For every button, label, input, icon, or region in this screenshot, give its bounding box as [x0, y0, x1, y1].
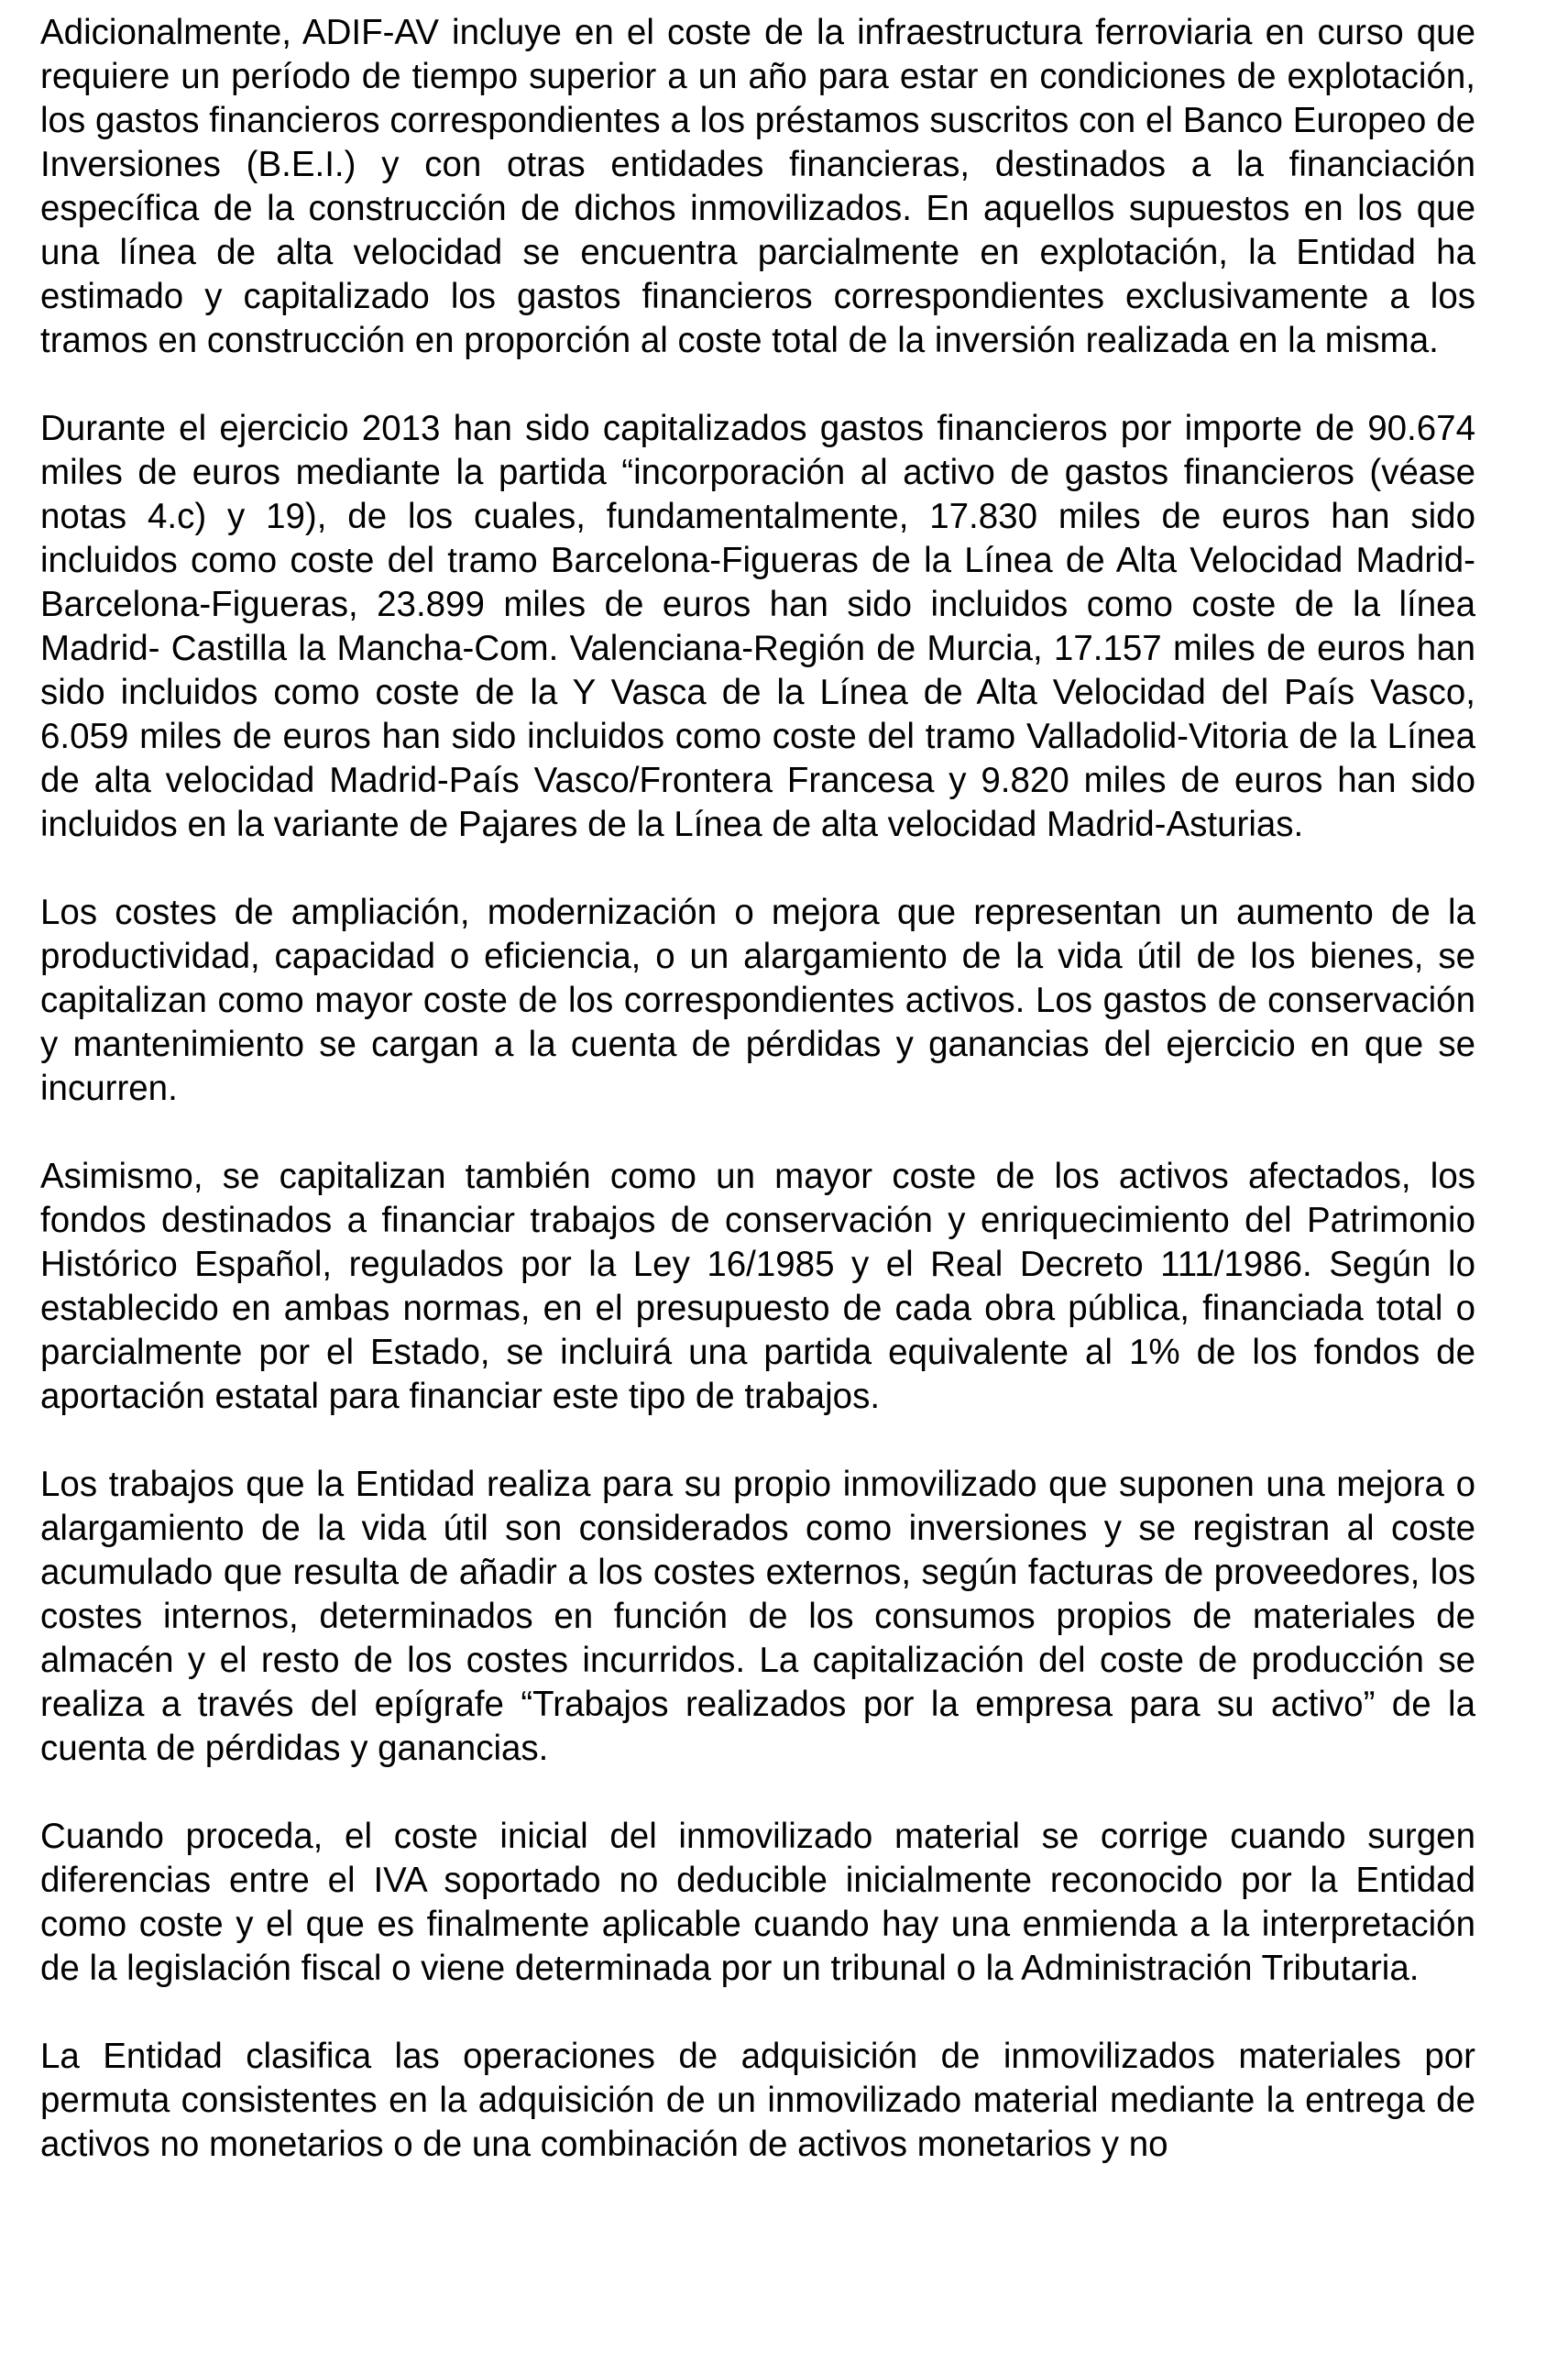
paragraph-trabajos-propio-inmovilizado: Los trabajos que la Entidad realiza para su propio inmovilizado que suponen una mejora o alargamiento de la vida útil son considerados como inversiones y se registran al coste acumulado que resulta de añadir a los costes externos, según facturas de proveedores, los costes internos, determinados en función de los consumos propios de materiales de almacén y el resto de los costes incurridos. La capitalización del coste de producción se realiza a través del epígrafe “Trabajos realizados por la empresa para su activo” de la cuenta de pérdidas y ganancias. — [40, 1465, 1475, 1768]
paragraph-patrimonio-historico: Asimismo, se capitalizan también como un mayor coste de los activos afectados, los fondos destinados a financiar trabajos de conservación y enriquecimiento del Patrimonio Histórico Español, regulados por la Ley 16/1985 y el Real Decreto 111/1986. Según lo establecido en ambas normas, en el presupuesto de cada obra pública, financiada total o parcialmente por el Estado, se incluirá una partida equivalente al 1% de los fondos de aportación estatal para financiar este tipo de trabajos. — [40, 1157, 1475, 1416]
document-page — [40, 11, 1475, 2167]
paragraph-ejercicio-2013: Durante el ejercicio 2013 han sido capitalizados gastos financieros por importe de 90.674 miles de euros mediante la partida “incorporación al activo de gastos financieros (véase notas 4.c) y 19), de los cuales, fundamentalmente, 17.830 miles de euros han sido incluidos como coste del tramo Barcelona-Figueras de la Línea de Alta Velocidad Madrid-Barcelona-Figueras, 23.899 miles de euros han sido incluidos como coste de la línea Madrid- Castilla la Mancha-Com. Valenciana-Región de Murcia, 17.157 miles de euros han sido incluidos como coste de la Y Vasca de la Línea de Alta Velocidad del País Vasco, 6.059 miles de euros han sido incluidos como coste del tramo Valladolid-Vitoria de la Línea de alta velocidad Madrid-País Vasco/Frontera Francesa y 9.820 miles de euros han sido incluidos en la variante de Pajares de la Línea de alta velocidad Madrid-Asturias. — [40, 409, 1475, 844]
paragraph-iva-soportado: Cuando proceda, el coste inicial del inmovilizado material se corrige cuando surgen diferencias entre el IVA soportado no deducible inicialmente reconocido por la Entidad como coste y el que es finalmente aplicable cuando hay una enmienda a la interpretación de la legislación fiscal o viene determinada por un tribunal o la Administración Tributaria. — [40, 1817, 1475, 1988]
paragraph-permuta: La Entidad clasifica las operaciones de adquisición de inmovilizados materiales por permuta consistentes en la adquisición de un inmovilizado material mediante la entrega de activos no monetarios o de una combinación de activos monetarios y no — [40, 2037, 1475, 2164]
paragraph-capitalizacion-gastos-financieros: Adicionalmente, ADIF-AV incluye en el coste de la infraestructura ferroviaria en curso que requiere un período de tiempo superior a un año para estar en condiciones de explotación, los gastos financieros correspondientes a los préstamos suscritos con el Banco Europeo de Inversiones (B.E.I.) y con otras entidades financieras, destinados a la financiación específica de la construcción de dichos inmovilizados. En aquellos supuestos en los que una línea de alta velocidad se encuentra parcialmente en explotación, la Entidad ha estimado y capitalizado los gastos financieros correspondientes exclusivamente a los tramos en construcción en proporción al coste total de la inversión realizada en la misma. — [40, 13, 1475, 360]
paragraph-costes-ampliacion: Los costes de ampliación, modernización o mejora que representan un aumento de la productividad, capacidad o eficiencia, o un alargamiento de la vida útil de los bienes, se capitalizan como mayor coste de los correspondientes activos. Los gastos de conservación y mantenimiento se cargan a la cuenta de pérdidas y ganancias del ejercicio en que se incurren. — [40, 893, 1475, 1108]
